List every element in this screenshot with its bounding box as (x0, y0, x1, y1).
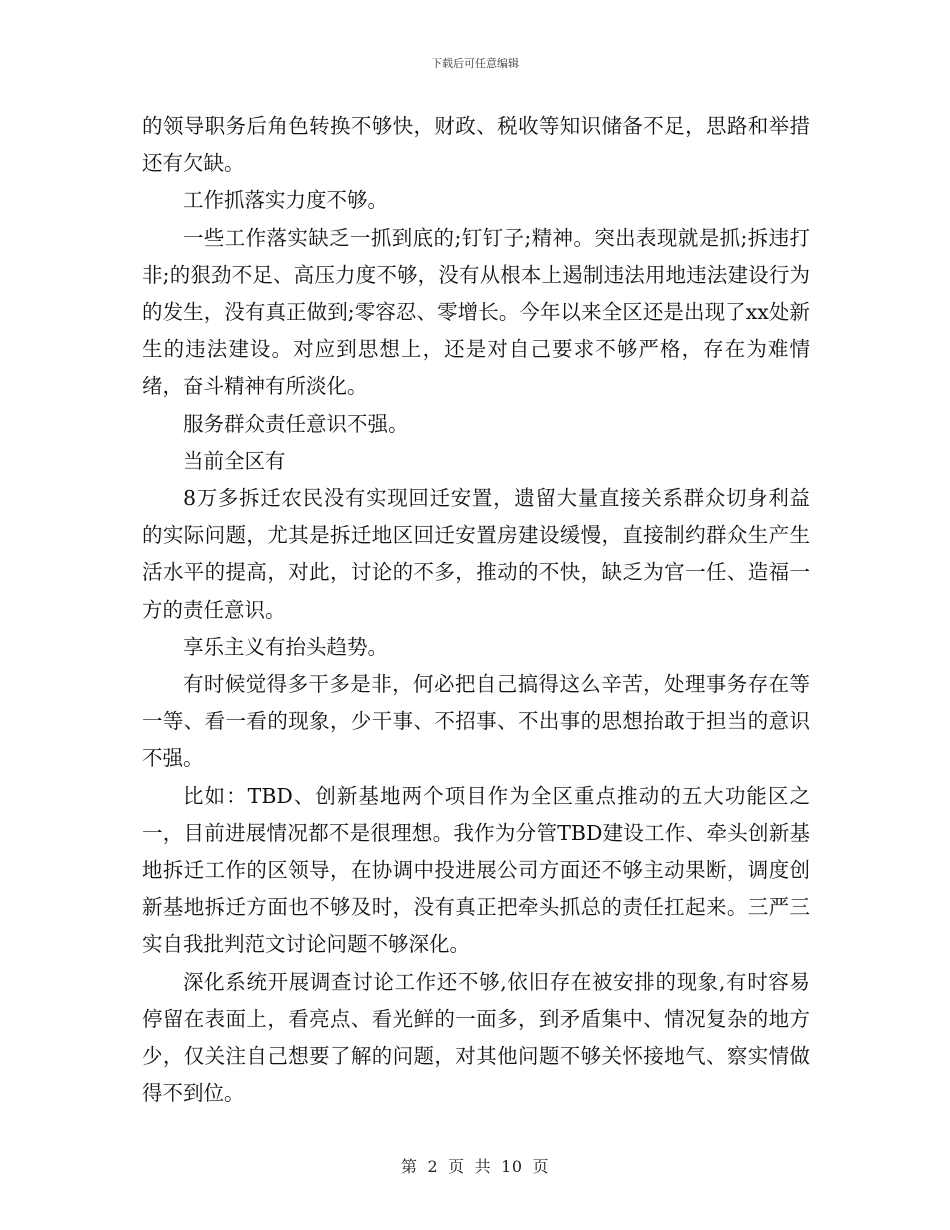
paragraph: 8万多拆迁农民没有实现回迁安置，遗留大量直接关系群众切身利益的实际问题，尤其是拆迁地区回迁安置房建设缓慢，直接制约群众生产生活水平的提高，对此，讨论的不多，推动的不快，缺乏为官一任、造福一方的责任意识。 (142, 486, 810, 622)
footer-page-unit: 页 (448, 1157, 465, 1176)
paragraph: 当前全区有 (183, 448, 286, 473)
footer-prefix: 第 (400, 1157, 418, 1176)
page-header (0, 55, 950, 71)
page-number: 2 (427, 1157, 439, 1176)
paragraph: 有时候觉得多干多是非，何必把自己搞得这么辛苦，处理事务存在等一等、看一看的现象，少干事、不招事、不出事的思想抬敢于担当的意识不强。 (142, 672, 810, 771)
paragraph: 深化系统开展调查讨论工作还不够,依旧存在被安排的现象,有时容易停留在表面上，看亮点、看光鲜的一面多，到矛盾集中、情况复杂的地方少，仅关注自己想要了解的问题，对其他问题不够关怀接地气、察实情做得不到位。 (142, 969, 810, 1106)
paragraph: 享乐主义有抬头趋势。 (183, 634, 388, 659)
paragraph: 一些工作落实缺乏一抓到底的;钉钉子;精神。突出表现就是抓;拆违打非;的狠劲不足、高压力度不够，没有从根本上遏制违法用地违法建设行为的发生，没有真正做到;零容忍、零增长。今年以来全区还是出现了xx处新生的违法建设。对应到思想上，还是对自己要求不够严格，存在为难情绪，奋斗精神有所淡化。 (142, 225, 810, 399)
paragraph: 服务群众责任意识不强。 (183, 411, 409, 436)
total-pages: 10 (501, 1157, 523, 1176)
header-text: 下载后可任意编辑 (431, 57, 519, 70)
page-footer (0, 1154, 950, 1177)
footer-total-prefix: 共 (474, 1157, 492, 1176)
document-body (142, 108, 810, 1112)
paragraph: 比如：TBD、创新基地两个项目作为全区重点推动的五大功能区之一，目前进展情况都不是很理想。我作为分管TBD建设工作、牵头创新基地拆迁工作的区领导，在协调中投进展公司方面还不够主动果断，调度创新基地拆迁方面也不够及时，没有真正把牵头抓总的责任扛起来。三严三实自我批判范文讨论问题不够深化。 (142, 783, 810, 957)
footer-total-unit: 页 (532, 1157, 550, 1176)
paragraph: 的领导职务后角色转换不够快，财政、税收等知识储备不足，思路和举措还有欠缺。 (142, 114, 810, 176)
paragraph: 工作抓落实力度不够。 (183, 188, 388, 213)
